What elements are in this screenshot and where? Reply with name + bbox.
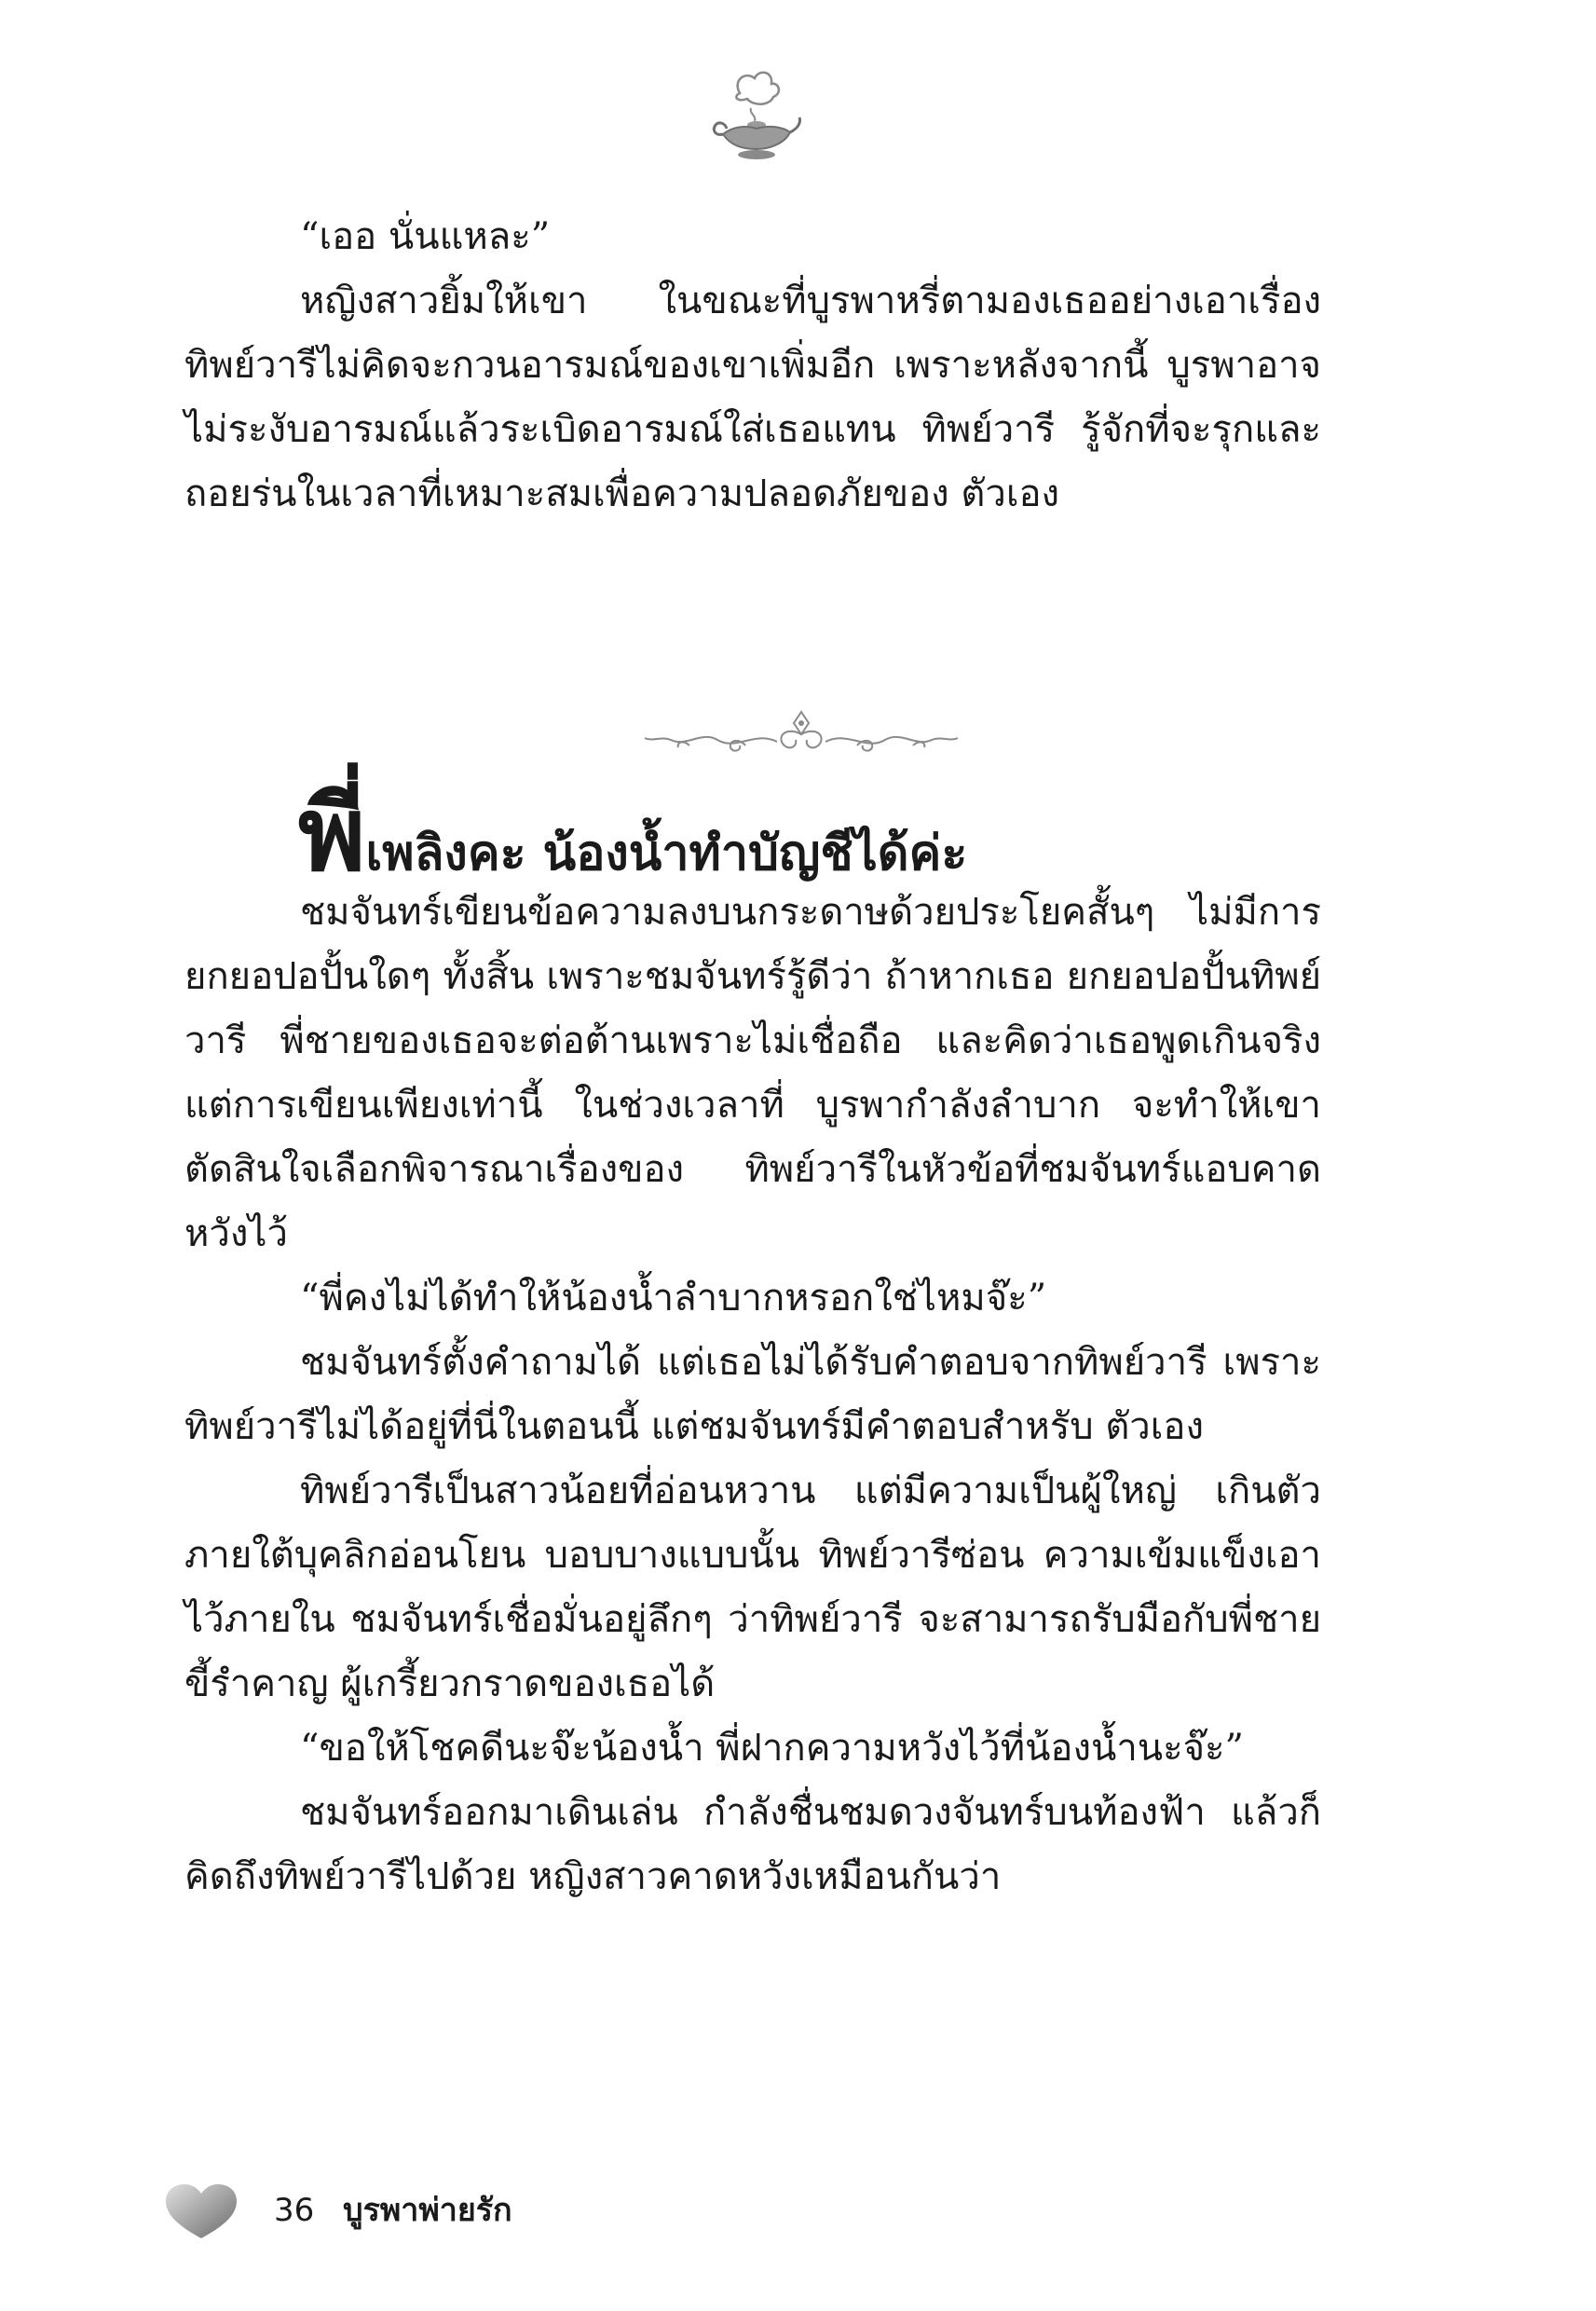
running-title: บูรพาพ่ายรัก — [343, 2192, 512, 2229]
paragraph: ชมจันทร์ตั้งคำถามได้ แต่เธอไม่ได้รับคำตอบจากทิพย์วารี เพราะทิพย์วารีไม่ได้อยู่ที่นี่ในตอนนี้ แต่ชมจันทร์มีคำตอบสำหรับ ตัวเอง — [184, 1341, 1321, 1448]
text-block-1 — [184, 205, 1321, 526]
heading-drop-word: พี่ — [298, 773, 366, 894]
page-number: 36 — [274, 2192, 315, 2229]
page-footer — [162, 2171, 1001, 2246]
paragraph: ชมจันทร์ออกมาเดินเล่น กำลังชื่นชมดวงจันทร์บนท้องฟ้า แล้วก็คิดถึงทิพย์วารีไปด้วย หญิงสาวคาดหวังเหมือนกันว่า — [184, 1791, 1321, 1898]
paragraph: ทิพย์วารีเป็นสาวน้อยที่อ่อนหวาน แต่มีความเป็นผู้ใหญ่ เกินตัว ภายใต้บุคลิกอ่อนโยน บอบบางแบบนั้น ทิพย์วารีซ่อน ความเข้มแข็งเอาไว้ภายใน ชมจันทร์เชื่อมั่นอยู่ลึกๆ ว่าทิพย์วารี จะสามารถรับมือกับพี่ชายขี้รำคาญ ผู้เกรี้ยวกราดของเธอได้ — [184, 1470, 1321, 1705]
paragraph: “เออ นั่นแหละ” — [300, 215, 551, 258]
heading-text: เพลิงคะ น้องน้ำทำบัญชีได้ค่ะ — [365, 825, 968, 882]
paragraph: ชมจันทร์เขียนข้อความลงบนกระดาษด้วยประโยคสั้นๆ ไม่มีการยกยอปอปั้นใดๆ ทั้งสิ้น เพราะชมจันทร์รู้ดีว่า ถ้าหากเธอ ยกยอปอปั้นทิพย์วารี พี่ชายของเธอจะต่อต้านเพราะไม่เชื่อถือ และคิดว่าเธอพูดเกินจริง แต่การเขียนเพียงเท่านี้ ในช่วงเวลาที่ บูรพากำลังลำบาก จะทำให้เขาตัดสินใจเลือกพิจารณาเรื่องของ ทิพย์วารีในหัวข้อที่ชมจันทร์แอบคาดหวังไว้ — [184, 891, 1321, 1255]
paragraph: “พี่คงไม่ได้ทำให้น้องน้ำลำบากหรอกใช่ไหมจ๊ะ” — [300, 1277, 1047, 1320]
text-block-2 — [184, 881, 1321, 1909]
floral-divider-icon — [624, 706, 978, 762]
heart-icon — [162, 2181, 240, 2242]
paragraph: “ขอให้โชคดีนะจ๊ะน้องน้ำ พี่ฝากความหวังไว้ที่น้องน้ำนะจ๊ะ” — [300, 1727, 1244, 1770]
genie-lamp-icon — [704, 65, 807, 168]
paragraph: หญิงสาวยิ้มให้เขา ในขณะที่บูรพาหรี่ตามองเธออย่างเอาเรื่อง ทิพย์วารีไม่คิดจะกวนอารมณ์ของเขาเพิ่มอีก เพราะหลังจากนี้ บูรพาอาจไม่ระงับอารมณ์แล้วระเบิดอารมณ์ใส่เธอแทน ทิพย์วารี รู้จักที่จะรุกและถอยร่นในเวลาที่เหมาะสมเพื่อความปลอดภัยของ ตัวเอง — [184, 280, 1321, 515]
